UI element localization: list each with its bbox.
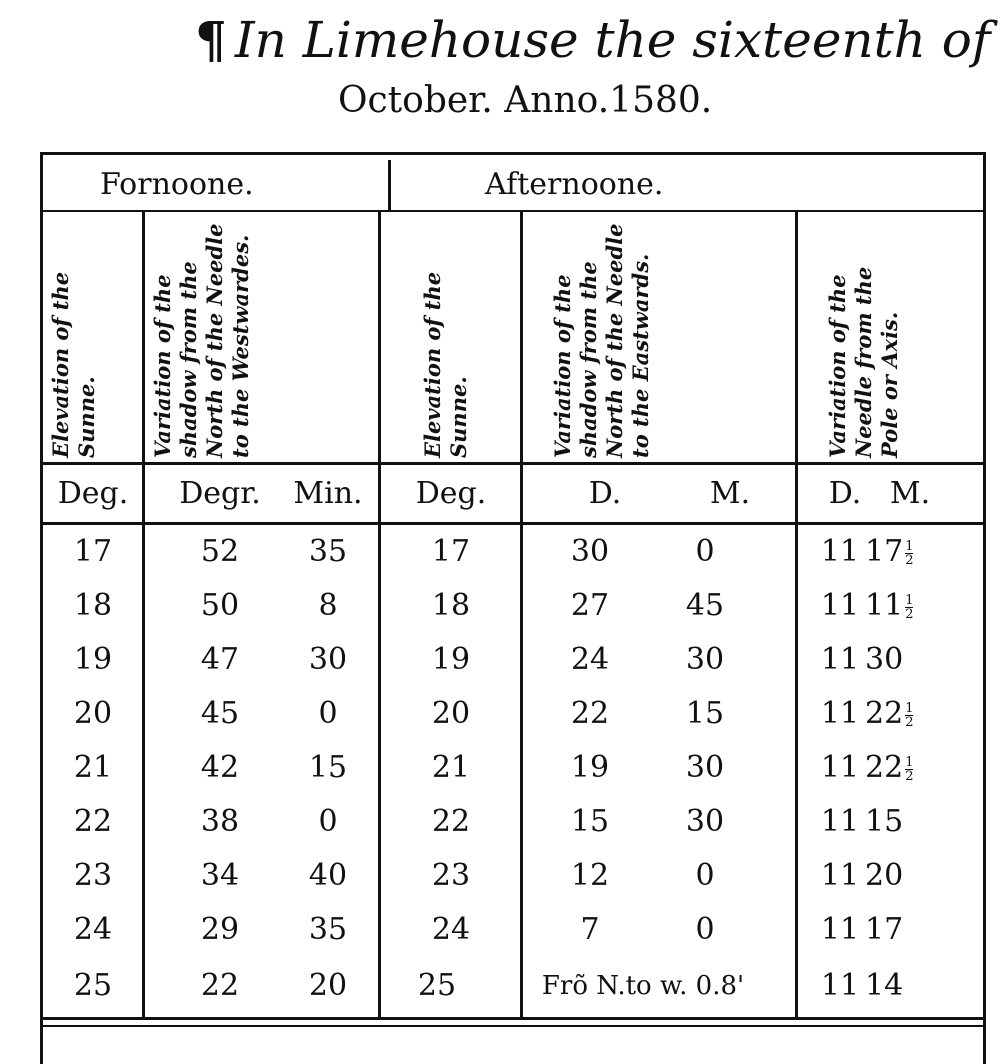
needle-degrees: 11 (820, 968, 860, 1003)
west-degrees: 47 (200, 642, 240, 677)
unit-m-1: M. (709, 476, 751, 511)
unit-m-2: M. (889, 476, 931, 511)
needle-minutes-value: 11 (865, 588, 904, 623)
needle-minutes (865, 906, 945, 954)
needle-minutes-value: 17 (865, 912, 904, 947)
afternoon-header: Afternoone. (485, 167, 664, 202)
table-bottom-rule-2 (40, 1025, 986, 1027)
west-degrees: 22 (200, 968, 240, 1003)
west-minutes: 35 (308, 912, 348, 947)
unit-min: Min. (293, 476, 363, 511)
column-header-elevation-afternoon: Elevation of the Sunne. (420, 271, 471, 458)
east-minutes: 0 (695, 858, 715, 893)
west-degrees: 50 (200, 588, 240, 623)
unit-d-1: D. (588, 476, 622, 511)
table-top-rule (40, 152, 986, 155)
elevation-forenoon: 22 (73, 804, 113, 839)
west-degrees: 42 (200, 750, 240, 785)
needle-minutes (865, 852, 945, 900)
east-degrees: 7 (580, 912, 600, 947)
fraction (905, 702, 913, 729)
column-divider-1 (142, 212, 145, 1017)
fraction-numerator: 1 (905, 538, 914, 554)
fraction-numerator: 1 (905, 754, 914, 770)
needle-degrees: 11 (820, 912, 860, 947)
needle-minutes-value: 17 (865, 534, 904, 569)
needle-minutes (865, 744, 945, 792)
units-rule (40, 522, 986, 525)
elevation-afternoon: 25 (417, 968, 457, 1003)
elevation-afternoon: 23 (431, 858, 471, 893)
elevation-forenoon: 23 (73, 858, 113, 893)
east-degrees: 30 (570, 534, 610, 569)
needle-minutes-value: 22 (865, 696, 904, 731)
table-bottom-rule (40, 1017, 986, 1020)
fraction-denominator: 2 (905, 552, 914, 568)
needle-degrees: 11 (820, 642, 860, 677)
needle-minutes-value: 14 (865, 968, 904, 1003)
needle-minutes-value: 20 (865, 858, 904, 893)
west-degrees: 38 (200, 804, 240, 839)
elevation-forenoon: 25 (73, 968, 113, 1003)
needle-degrees: 11 (820, 534, 860, 569)
west-minutes: 40 (308, 858, 348, 893)
west-degrees: 45 (200, 696, 240, 731)
east-minutes: 15 (685, 696, 725, 731)
fraction-denominator: 2 (905, 606, 914, 622)
column-header-elevation-forenoon: Elevation of the Sunne. (48, 271, 99, 458)
needle-minutes-value: 30 (865, 642, 904, 677)
title-line-1: In Limehouse the sixteenth of (234, 11, 991, 69)
group-divider (388, 160, 391, 210)
needle-minutes (865, 582, 945, 630)
needle-degrees: 11 (820, 750, 860, 785)
east-minutes: 45 (685, 588, 725, 623)
west-degrees: 34 (200, 858, 240, 893)
east-degrees: 27 (570, 588, 610, 623)
east-minutes: 30 (685, 642, 725, 677)
elevation-afternoon: 19 (431, 642, 471, 677)
elevation-forenoon: 19 (73, 642, 113, 677)
east-minutes: 0 (695, 912, 715, 947)
west-minutes: 8 (318, 588, 338, 623)
column-divider-3 (520, 212, 523, 1017)
west-degrees: 52 (200, 534, 240, 569)
elevation-forenoon: 18 (73, 588, 113, 623)
west-degrees: 29 (200, 912, 240, 947)
needle-degrees: 11 (820, 804, 860, 839)
east-minutes: 30 (685, 804, 725, 839)
elevation-afternoon: 21 (431, 750, 471, 785)
elevation-afternoon: 24 (431, 912, 471, 947)
needle-minutes (865, 798, 945, 846)
elevation-forenoon: 24 (73, 912, 113, 947)
fraction-denominator: 2 (905, 714, 914, 730)
east-degrees: 22 (570, 696, 610, 731)
fraction-denominator: 2 (905, 768, 914, 784)
elevation-forenoon: 17 (73, 534, 113, 569)
west-minutes: 30 (308, 642, 348, 677)
east-minutes: 30 (685, 750, 725, 785)
unit-d-2: D. (828, 476, 862, 511)
column-header-needle-variation: Variation of the Needle from the Pole or Axis. (825, 266, 902, 458)
elevation-forenoon: 21 (73, 750, 113, 785)
needle-minutes-value: 15 (865, 804, 904, 839)
needle-minutes-value: 22 (865, 750, 904, 785)
elevation-afternoon: 20 (431, 696, 471, 731)
west-minutes: 0 (318, 696, 338, 731)
west-minutes: 0 (318, 804, 338, 839)
east-variation-note: Frõ N.to w. 0.8' (541, 971, 745, 1001)
needle-minutes (865, 636, 945, 684)
needle-degrees: 11 (820, 858, 860, 893)
needle-minutes (865, 690, 945, 738)
column-header-rule (40, 462, 986, 465)
group-header-rule (40, 210, 986, 212)
needle-minutes (865, 528, 945, 576)
east-degrees: 24 (570, 642, 610, 677)
needle-minutes (865, 962, 945, 1010)
fraction-numerator: 1 (905, 700, 914, 716)
east-degrees: 12 (570, 858, 610, 893)
west-minutes: 35 (308, 534, 348, 569)
east-minutes: 0 (695, 534, 715, 569)
east-degrees: 19 (570, 750, 610, 785)
needle-degrees: 11 (820, 588, 860, 623)
fraction (905, 594, 913, 621)
west-minutes: 15 (308, 750, 348, 785)
elevation-afternoon: 22 (431, 804, 471, 839)
elevation-forenoon: 20 (73, 696, 113, 731)
column-header-variation-east: Variation of the shadow from the North of the Needle to the Eastwards. (550, 223, 653, 458)
east-degrees: 15 (570, 804, 610, 839)
needle-degrees: 11 (820, 696, 860, 731)
column-divider-4 (795, 212, 798, 1017)
forenoon-header: Fornoone. (100, 167, 254, 202)
elevation-afternoon: 17 (431, 534, 471, 569)
fraction-numerator: 1 (905, 592, 914, 608)
page-title (195, 12, 990, 68)
fraction (905, 756, 913, 783)
elevation-afternoon: 18 (431, 588, 471, 623)
unit-degr: Degr. (179, 476, 261, 511)
paragraph-mark: ¶ (195, 10, 227, 69)
unit-deg-1: Deg. (57, 476, 129, 511)
unit-deg-2: Deg. (415, 476, 487, 511)
column-divider-2 (378, 212, 381, 1017)
title-line-2: October. Anno.1580. (338, 80, 713, 121)
column-header-variation-west: Variation of the shadow from the North of the Needle to the Westwardes. (150, 223, 253, 458)
west-minutes: 20 (308, 968, 348, 1003)
fraction (905, 540, 913, 567)
